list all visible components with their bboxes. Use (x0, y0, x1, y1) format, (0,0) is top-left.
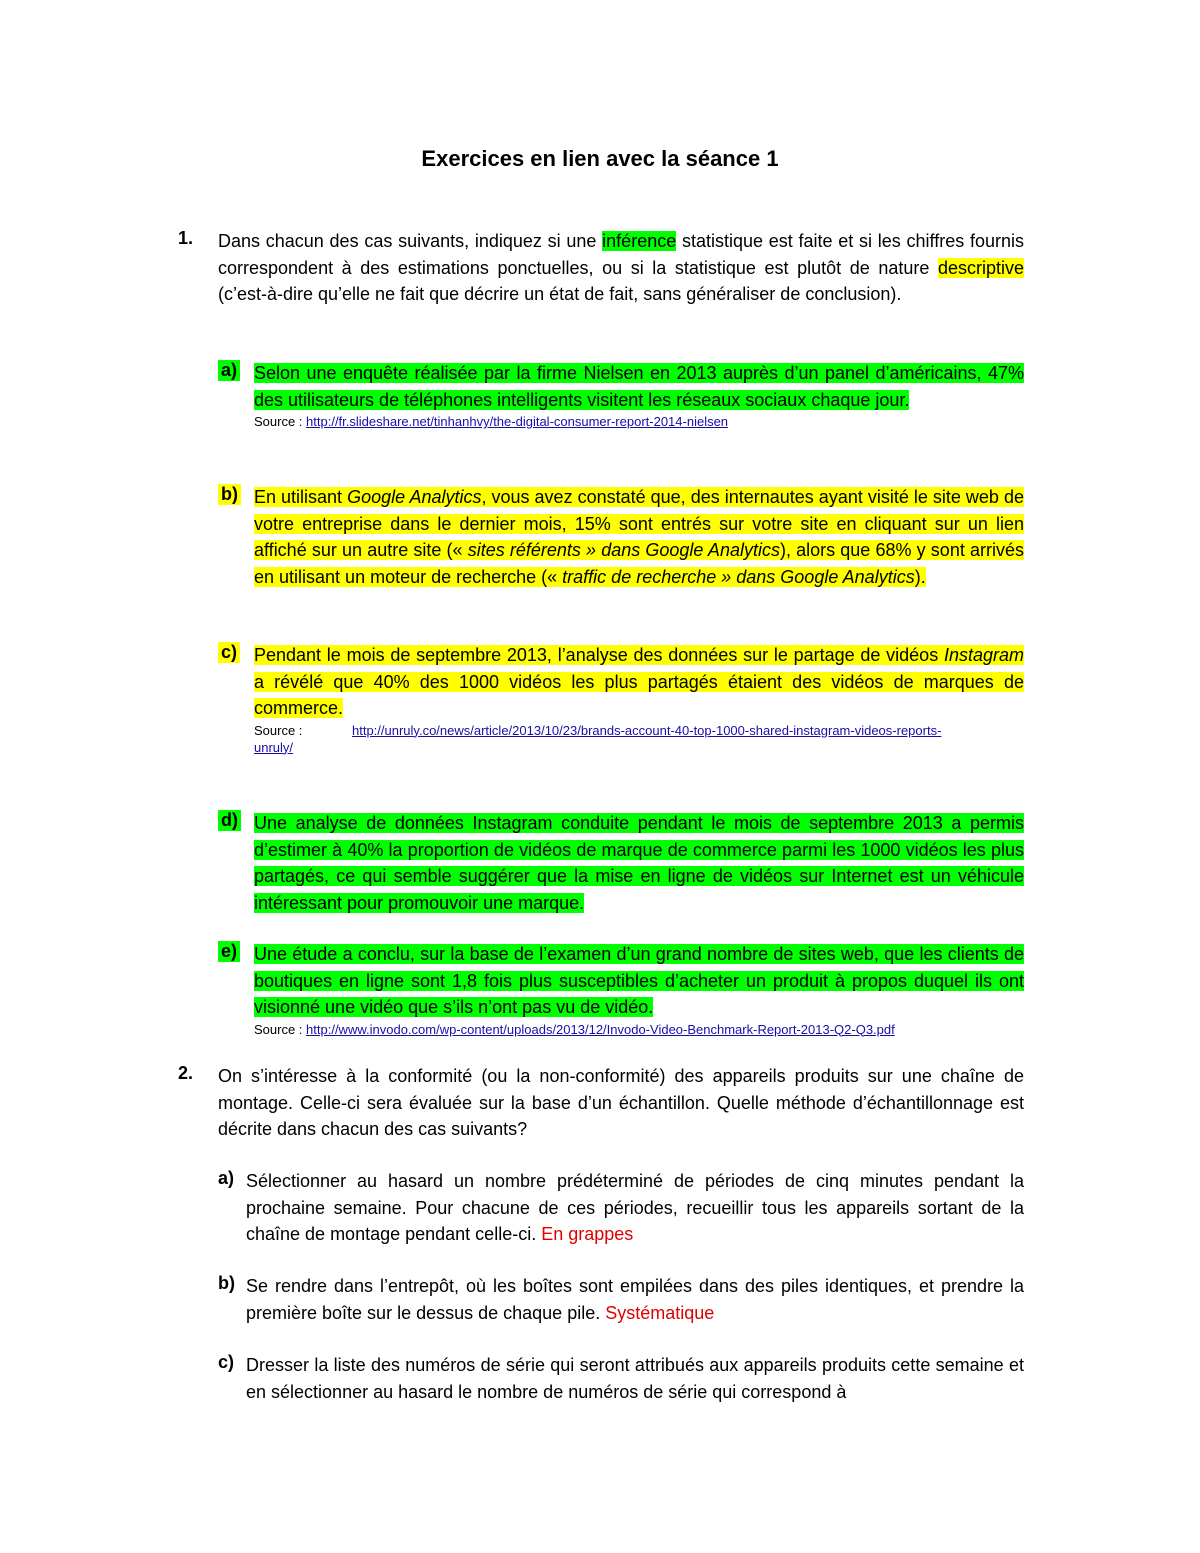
item-text: Une étude a conclu, sur la base de l’examen d’un grand nombre de sites web, que les clients de boutiques en ligne sont 1,8 fois plus susceptibles d’acheter un produit à propos duquel ils ont visionné une vidéo que s’ils n’ont pas vu de vidéo. (254, 944, 1024, 1017)
source-label: Source : (254, 414, 307, 429)
highlight-inference: inférence (602, 231, 677, 251)
text-segment: ), alors que 68% y sont arrivés en utilisant un moteur de recherche (« (254, 540, 1024, 587)
item-text (254, 487, 1024, 587)
item-label: a) (218, 1168, 235, 1188)
source-line (254, 1021, 1024, 1038)
question-2 (178, 1063, 1024, 1143)
item-2a (218, 1168, 1024, 1248)
item-label: b) (218, 1273, 235, 1293)
question-number: 1. (178, 228, 194, 248)
text-segment: (c’est-à-dire qu’elle ne fait que décrire un état de fait, sans généraliser de conclusion). (218, 284, 902, 304)
source-label: Source : (254, 1021, 307, 1037)
item-text: Se rendre dans l’entrepôt, où les boîtes sont empilées dans des piles identiques, et prendre la première boîte sur le dessus de chaque pile. (246, 1276, 1024, 1323)
item-label: c) (218, 1352, 235, 1372)
source-label: Source : (254, 722, 303, 738)
text-segment: ). (914, 566, 926, 587)
text-segment-italic: Google Analytics (347, 487, 482, 507)
text-segment: Pendant le mois de septembre 2013, l’analyse des données sur le partage de vidéos (254, 645, 944, 665)
item-1d (218, 810, 1024, 916)
item-text: Sélectionner au hasard un nombre prédéterminé de périodes de cinq minutes pendant la prochaine semaine. Pour chacune de ces périodes, recueillir tous les appareils sortant de la chaîne de montage pendant celle-ci. (246, 1171, 1024, 1244)
text-segment: statistique est faite et si les chiffres fournis correspondent à des estimations ponctuelles, ou si la statistique est plutôt de nature (218, 231, 1024, 278)
text-segment-italic: traffic de recherche » dans Google Analytics (562, 566, 915, 587)
item-2b (218, 1273, 1024, 1326)
item-text (254, 645, 1024, 718)
answer-text: En grappes (541, 1224, 634, 1244)
item-1b (218, 484, 1024, 590)
source-link[interactable]: http://www.invodo.com/wp-content/uploads/2013/12/Invodo-Video-Benchmark-Report-2013-Q2-Q3.pdf (306, 1021, 895, 1037)
item-1e (218, 941, 1024, 1038)
item-1c (218, 642, 1024, 756)
item-1a (218, 360, 1024, 430)
item-label: d) (218, 810, 241, 831)
question-number: 2. (178, 1063, 194, 1083)
item-text: Dresser la liste des numéros de série qui seront attribués aux appareils produits cette semaine et en sélectionner au hasard le nombre de numéros de série qui correspond à (246, 1355, 1024, 1402)
source-line (254, 413, 1024, 430)
question-text: On s’intéresse à la conformité (ou la non-conformité) des appareils produits sur une chaîne de montage. Celle-ci sera évaluée sur la base d’un échantillon. Quelle méthode d’échantillonnage est décrite dans chacun des cas suivants? (218, 1066, 1024, 1139)
question-1 (178, 228, 1024, 308)
page-title: Exercices en lien avec la séance 1 (421, 146, 779, 171)
text-segment: a révélé que 40% des 1000 vidéos les plus partagés étaient des vidéos de marques de commerce. (254, 671, 1024, 718)
item-label: b) (218, 484, 241, 505)
highlight-descriptive: descriptive (937, 257, 1024, 278)
text-segment: Dans chacun des cas suivants, indiquez si une (218, 231, 603, 251)
text-segment-italic: sites référents » dans Google Analytics (467, 540, 780, 560)
answer-text: Systématique (605, 1302, 715, 1323)
text-segment: En utilisant (254, 487, 348, 507)
text-segment: , vous avez constaté que, des internautes ayant visité le site web de votre entreprise dans le dernier mois, 15% sont entrés sur votre site en cliquant sur un lien affiché sur un autre site (« (254, 487, 1024, 560)
source-link[interactable]: http://unruly.co/news/article/2013/10/23/brands-account-40-top-1000-shared-instagram-videos-reports- (352, 722, 942, 738)
item-label: c) (218, 642, 240, 663)
item-text: Une analyse de données Instagram conduite pendant le mois de septembre 2013 a permis d’estimer à 40% la proportion de vidéos de marque de commerce parmi les 1000 vidéos les plus partagés, ce qui semble suggérer que la mise en ligne de vidéos sur Internet est un véhicule intéressant pour promouvoir une marque. (254, 813, 1024, 913)
question-text (218, 228, 1024, 308)
text-segment-italic: Instagram (943, 645, 1024, 665)
item-2c (218, 1352, 1024, 1405)
source-link-continued[interactable]: unruly/ (254, 739, 294, 755)
item-text: Selon une enquête réalisée par la firme Nielsen en 2013 auprès d’un panel d’américains, 47% des utilisateurs de téléphones intelligents visitent les réseaux sociaux chaque jour. (254, 363, 1024, 410)
item-label: a) (218, 360, 240, 381)
source-line (254, 722, 1024, 756)
item-label: e) (218, 941, 240, 962)
source-link[interactable]: http://fr.slideshare.net/tinhanhvy/the-digital-consumer-report-2014-nielsen (306, 414, 729, 429)
